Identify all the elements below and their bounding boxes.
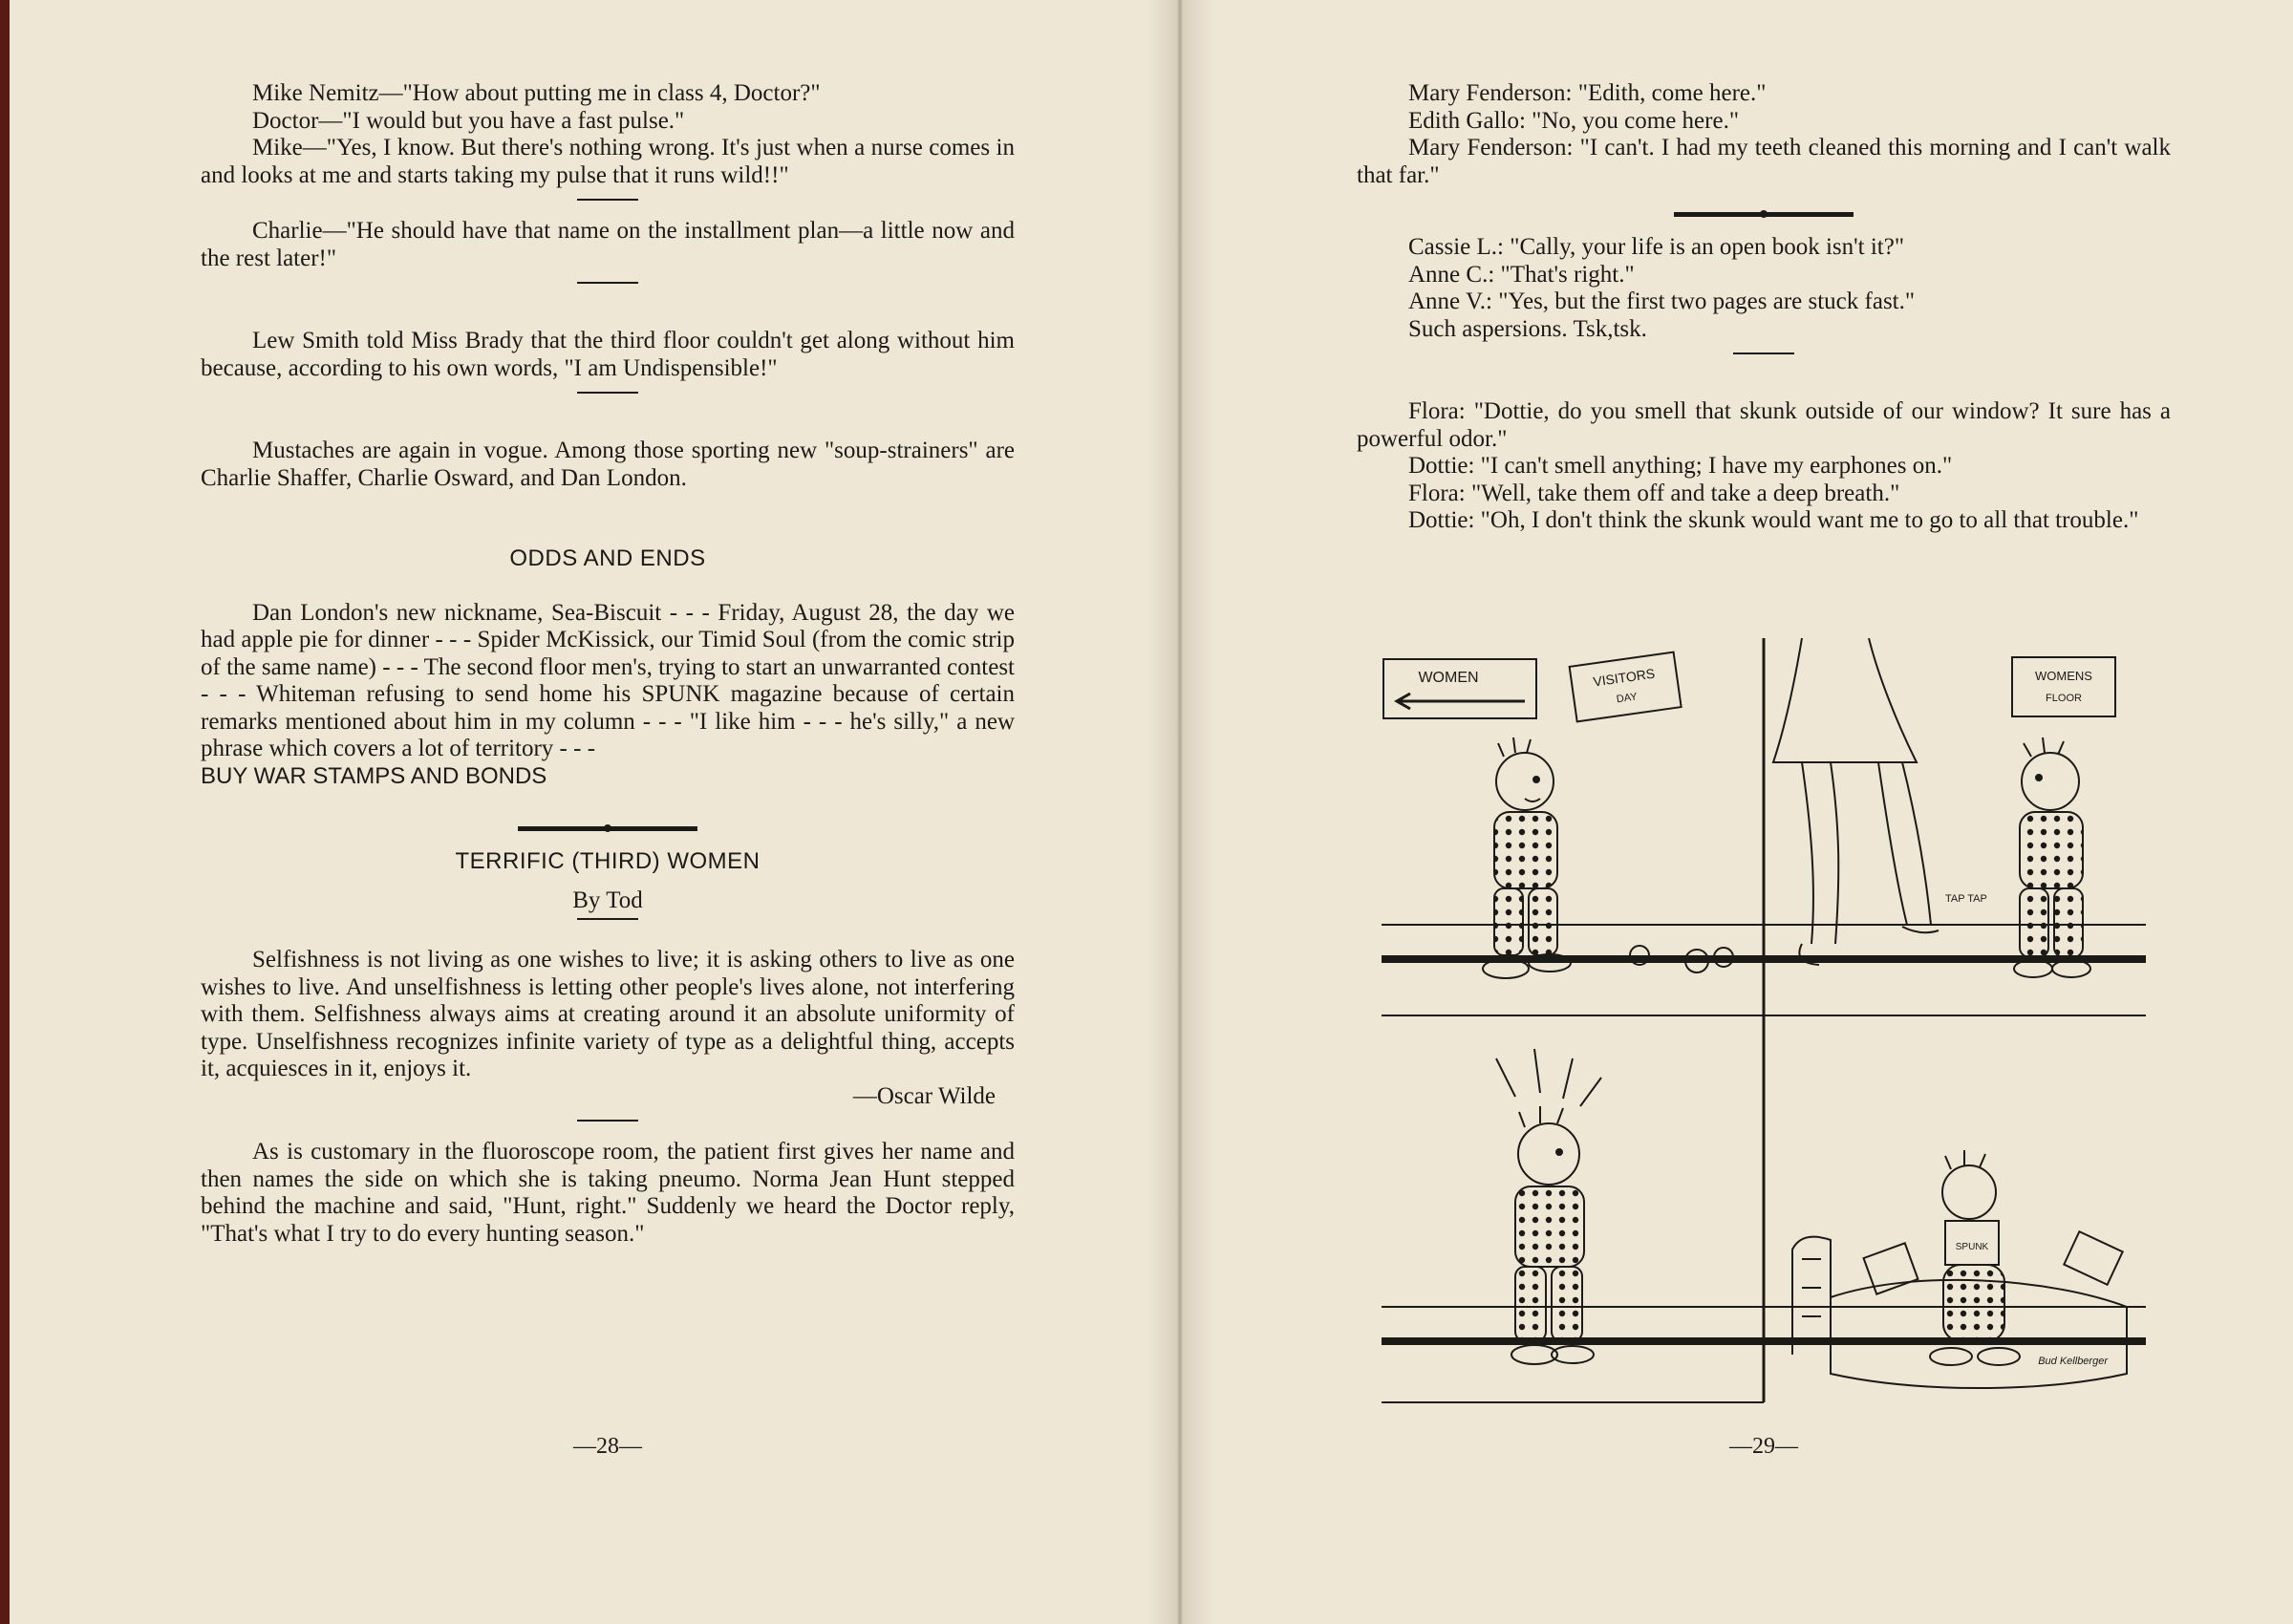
dialog-edith: Edith Gallo: "No, you come here." <box>1408 107 1740 134</box>
dialog-dottie-1: Dottie: "I can't smell anything; I have my earphones on." <box>1408 453 1953 479</box>
separator <box>577 392 638 394</box>
left-text-column <box>201 80 1015 1248</box>
svg-text:VISITORS: VISITORS <box>1592 665 1657 690</box>
comic-strip-illustration <box>1382 638 2146 1412</box>
book-spread <box>10 0 2293 1624</box>
visitors-day-sign <box>1570 652 1682 722</box>
dialog-anne-c: Anne C.: "That's right." <box>1408 261 1635 288</box>
artist-signature: Bud Kellberger <box>2038 1356 2108 1367</box>
boy-panel-4 <box>1930 1150 2020 1365</box>
heading-terrific-women: TERRIFIC (THIRD) WOMEN <box>455 848 761 874</box>
heading-odds-and-ends: ODDS AND ENDS <box>509 545 706 571</box>
dialog-flora-1: Flora: "Dottie, do you smell that skunk outside of our window? It sure has a powerful odor." <box>1357 398 2171 452</box>
spunk-magazine-label: SPUNK <box>1955 1242 1989 1252</box>
women-sign <box>1383 659 1536 718</box>
separator <box>577 1120 638 1122</box>
dialog-anne-v: Anne V.: "Yes, but the first two pages are stuck fast." <box>1408 288 1916 314</box>
page-number-28: —28— <box>573 1434 642 1459</box>
fluoroscope-anecdote: As is customary in the fluoroscope room, the patient first gives her name and then names the side on which she is taking pneumo. Norma Jean Hunt stepped behind the machine and said, "Hunt, right." Suddenly we heard the Doctor reply, "That's what I try to do every hunting season." <box>201 1139 1015 1247</box>
svg-text:FLOOR: FLOOR <box>2046 693 2082 704</box>
item-lew-smith: Lew Smith told Miss Brady that the third floor couldn't get along without him because, according to his own words, "I am Undispensible!" <box>201 328 1015 381</box>
svg-text:WOMENS: WOMENS <box>2035 669 2092 683</box>
separator <box>1733 353 1794 354</box>
boy-panel-2 <box>2014 737 2090 977</box>
woman-legs <box>1773 638 1939 965</box>
joke-doctor-reply: Doctor—"I would but you have a fast pulse." <box>252 107 685 134</box>
odds-and-ends-text: Dan London's new nickname, Sea-Biscuit - - - Friday, August 28, the day we had apple pie for dinner - - - Spider McKissick, our Timid Soul (from the comic strip of the same name) - - - The second floor men's, trying to start an unwarranted contest - - - Whiteman refusing to send home his SPUNK magazine because of certain remarks mentioned about him in my column - - - "I like him - - - he's silly," a new phrase which covers a lot of territory - - - <box>201 599 1015 761</box>
tap-tap-text: TAP TAP <box>1945 893 1987 905</box>
item-mustaches: Mustaches are again in vogue. Among those sporting new "soup-strainers" are Charlie Shaffer, Charlie Osward, and Dan London. <box>201 438 1015 491</box>
svg-text:WOMEN: WOMEN <box>1418 670 1479 686</box>
joke-charlie: Charlie—"He should have that name on the installment plan—a little now and the rest later!" <box>201 218 1015 271</box>
joke-mike-reply: Mike—"Yes, I know. But there's nothing wrong. It's just when a nurse comes in and looks at me and starts taking my pulse that it runs wild!!" <box>201 135 1015 188</box>
dialog-flora-2: Flora: "Well, take them off and take a deep breath." <box>1408 480 1900 506</box>
dialog-cassie: Cassie L.: "Cally, your life is an open book isn't it?" <box>1408 234 1905 260</box>
svg-text:DAY: DAY <box>1616 691 1639 706</box>
dialog-mary-2: Mary Fenderson: "I can't. I had my teeth cleaned this morning and I can't walk that far." <box>1357 135 2171 188</box>
dialog-aspersions: Such aspersions. Tsk,tsk. <box>1408 315 1647 342</box>
separator <box>577 918 638 920</box>
separator <box>577 199 638 201</box>
womens-floor-sign <box>2012 657 2115 716</box>
war-stamps-line: BUY WAR STAMPS AND BONDS <box>201 762 547 789</box>
boy-panel-1 <box>1483 737 1733 978</box>
wilde-quote: Selfishness is not living as one wishes to live; it is asking others to live as one wishes to live. And unselfishness is letting other people's lives alone, not interfering with them. Selfishness always aims at creating around it an absolute uniformity of type. Unselfishness recognizes infinite variety of type as a delightful thing, accepts it, acquiesces in it, enjoys it. <box>201 947 1015 1081</box>
boy-panel-3 <box>1496 1049 1601 1364</box>
byline: By Tod <box>572 887 643 913</box>
joke-mike-question: Mike Nemitz—"How about putting me in class 4, Doctor?" <box>252 80 821 106</box>
dialog-dottie-2: Dottie: "Oh, I don't think the skunk would want me to go to all that trouble." <box>1408 507 2139 533</box>
separator <box>577 282 638 284</box>
quote-attribution: —Oscar Wilde <box>852 1082 996 1109</box>
page-number-29: —29— <box>1729 1434 1798 1459</box>
book-gutter <box>1146 0 1213 1624</box>
right-text-column <box>1357 80 2171 535</box>
dialog-mary-1: Mary Fenderson: "Edith, come here." <box>1408 80 1767 106</box>
ornamental-separator <box>1674 212 1854 217</box>
page-28 <box>201 0 1015 1624</box>
ornamental-separator <box>518 826 697 831</box>
